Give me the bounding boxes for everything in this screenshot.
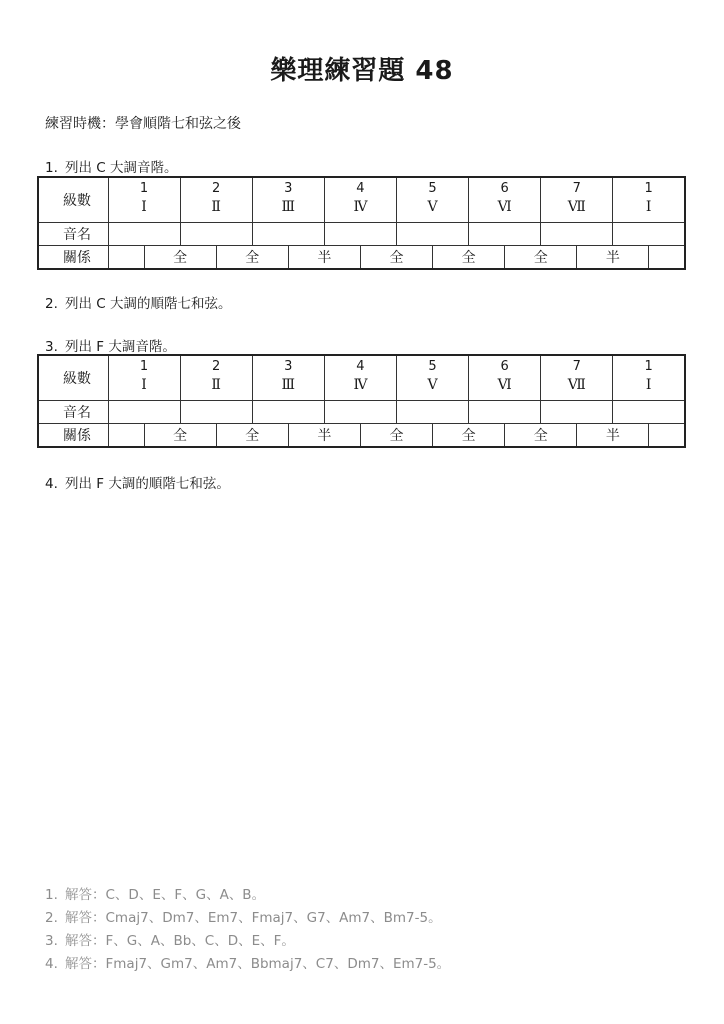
- answer-text: 解答：Cmaj7、Dm7、Em7、Fmaj7、G7、Am7、Bm7-5。: [65, 910, 442, 926]
- interval-cell: 全: [505, 246, 577, 270]
- interval-cell: 全: [360, 246, 432, 270]
- degree-cell: [252, 177, 324, 223]
- answer-3: [45, 930, 450, 953]
- answer-key: [45, 884, 450, 976]
- relation-blank: [649, 424, 685, 448]
- relation-blank: [108, 424, 144, 448]
- degree-number: 5: [428, 359, 437, 374]
- note-blank: [541, 223, 613, 246]
- degree-cell: [180, 177, 252, 223]
- roman-numeral: Ⅵ: [497, 377, 512, 393]
- interval-cell: 半: [577, 424, 649, 448]
- note-blank: [324, 401, 396, 424]
- note-blank: [108, 401, 180, 424]
- question-number: 2.: [45, 296, 58, 312]
- note-blank: [541, 401, 613, 424]
- degree-number: 2: [212, 359, 221, 374]
- note-blank: [469, 401, 541, 424]
- note-blank: [108, 223, 180, 246]
- degree-cell: [541, 355, 613, 401]
- note-blank: [397, 401, 469, 424]
- roman-numeral: Ⅵ: [497, 199, 512, 215]
- interval-cell: 全: [433, 424, 505, 448]
- roman-numeral: Ⅴ: [427, 199, 438, 215]
- degree-label: 級數: [38, 177, 108, 223]
- note-blank: [613, 401, 685, 424]
- degree-number: 6: [500, 181, 509, 196]
- degree-cell: [324, 177, 396, 223]
- degree-number: 7: [572, 359, 581, 374]
- question-2: [45, 292, 232, 312]
- degree-cell: [108, 355, 180, 401]
- degree-cell: [613, 355, 685, 401]
- roman-numeral: Ⅲ: [281, 377, 296, 393]
- degree-label: 級數: [38, 355, 108, 401]
- degree-cell: [613, 177, 685, 223]
- answer-4: [45, 953, 450, 976]
- relation-label: 關係: [38, 246, 108, 270]
- degree-cell: [180, 355, 252, 401]
- degree-cell: [541, 177, 613, 223]
- roman-numeral: Ⅲ: [281, 199, 296, 215]
- answer-text: 解答：Fmaj7、Gm7、Am7、Bbmaj7、C7、Dm7、Em7-5。: [65, 956, 451, 972]
- answer-text: 解答：C、D、E、F、G、A、B。: [65, 887, 266, 903]
- degree-cell: [397, 177, 469, 223]
- interval-cell: 半: [288, 246, 360, 270]
- degree-cell: [469, 355, 541, 401]
- note-blank: [252, 223, 324, 246]
- question-text: 列出 C 大調音階。: [65, 160, 178, 176]
- degree-cell: [108, 177, 180, 223]
- question-text: 列出 C 大調的順階七和弦。: [65, 296, 232, 312]
- interval-cell: 全: [144, 424, 216, 448]
- answer-number: 4.: [45, 956, 58, 972]
- question-1: [45, 156, 178, 176]
- degree-number: 3: [284, 181, 293, 196]
- degree-number: 1: [644, 359, 653, 374]
- c-major-scale-table: [37, 176, 686, 270]
- roman-numeral: Ⅶ: [567, 199, 586, 215]
- question-text: 列出 F 大調的順階七和弦。: [65, 476, 230, 492]
- note-blank: [324, 223, 396, 246]
- answer-number: 1.: [45, 887, 58, 903]
- roman-numeral: Ⅳ: [353, 199, 368, 215]
- note-blank: [180, 401, 252, 424]
- degree-cell: [252, 355, 324, 401]
- degree-number: 6: [500, 359, 509, 374]
- degree-cell: [324, 355, 396, 401]
- roman-numeral: Ⅶ: [567, 377, 586, 393]
- note-blank: [397, 223, 469, 246]
- degree-number: 1: [644, 181, 653, 196]
- interval-cell: 半: [288, 424, 360, 448]
- note-blank: [252, 401, 324, 424]
- degree-number: 1: [139, 359, 149, 374]
- interval-cell: 全: [216, 246, 288, 270]
- degree-number: 1: [139, 181, 149, 196]
- relation-blank: [108, 246, 144, 270]
- roman-numeral: Ⅱ: [211, 199, 221, 215]
- roman-numeral: Ⅰ: [645, 377, 652, 393]
- roman-numeral: Ⅰ: [141, 377, 147, 393]
- f-major-scale-table: [37, 354, 686, 448]
- question-number: 3.: [45, 339, 58, 355]
- interval-cell: 全: [433, 246, 505, 270]
- relation-label: 關係: [38, 424, 108, 448]
- question-4: [45, 472, 230, 492]
- degree-number: 5: [428, 181, 437, 196]
- question-text: 列出 F 大調音階。: [65, 339, 176, 355]
- interval-cell: 全: [216, 424, 288, 448]
- note-blank: [613, 223, 685, 246]
- degree-number: 7: [572, 181, 581, 196]
- question-number: 4.: [45, 476, 58, 492]
- note-blank: [180, 223, 252, 246]
- roman-numeral: Ⅰ: [645, 199, 652, 215]
- interval-cell: 全: [360, 424, 432, 448]
- roman-numeral: Ⅱ: [211, 377, 221, 393]
- answer-number: 2.: [45, 910, 58, 926]
- degree-number: 2: [212, 181, 221, 196]
- question-3: [45, 335, 176, 355]
- answer-1: [45, 884, 450, 907]
- degree-cell: [469, 177, 541, 223]
- answer-2: [45, 907, 450, 930]
- interval-cell: 全: [505, 424, 577, 448]
- degree-cell: [397, 355, 469, 401]
- roman-numeral: Ⅰ: [141, 199, 147, 215]
- relation-blank: [649, 246, 685, 270]
- degree-number: 4: [356, 181, 365, 196]
- roman-numeral: Ⅴ: [427, 377, 438, 393]
- page-title: 樂理練習題 48: [270, 56, 454, 86]
- answer-number: 3.: [45, 933, 58, 949]
- note-label: 音名: [38, 401, 108, 424]
- interval-cell: 全: [144, 246, 216, 270]
- degree-number: 3: [284, 359, 293, 374]
- question-number: 1.: [45, 160, 58, 176]
- practice-timing: 練習時機：學會順階七和弦之後: [45, 116, 241, 132]
- interval-cell: 半: [577, 246, 649, 270]
- note-label: 音名: [38, 223, 108, 246]
- answer-text: 解答：F、G、A、Bb、C、D、E、F。: [65, 933, 295, 949]
- degree-number: 4: [356, 359, 365, 374]
- roman-numeral: Ⅳ: [353, 377, 368, 393]
- note-blank: [469, 223, 541, 246]
